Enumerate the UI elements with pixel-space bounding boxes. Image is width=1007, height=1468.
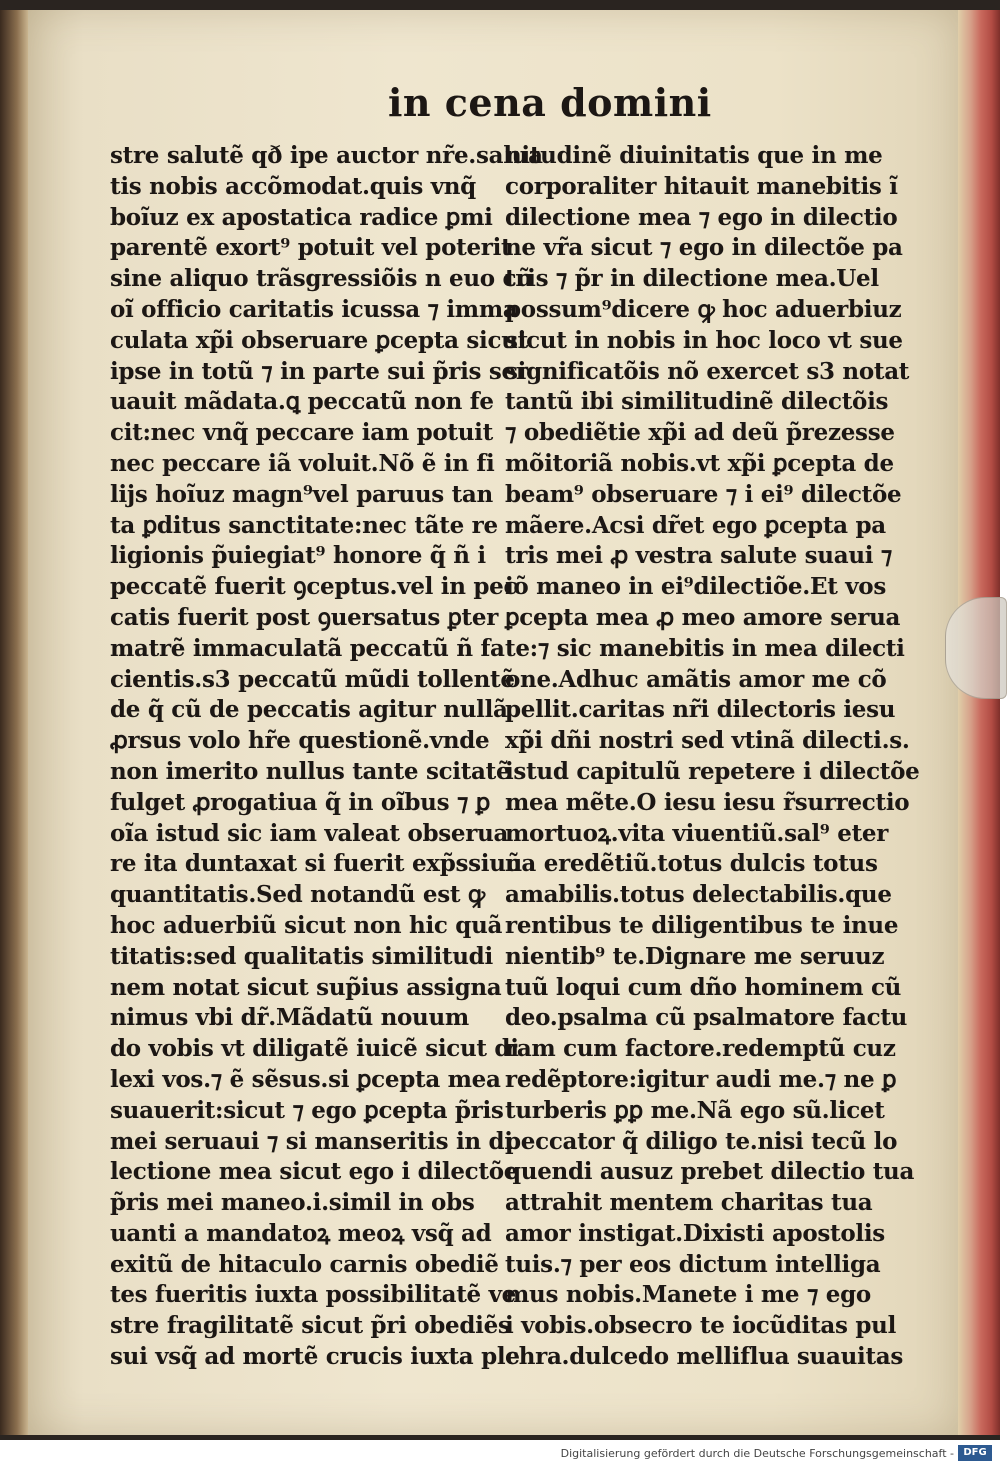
text-line: mõitoriã nobis.vt xp̃i ꝑcepta de [505,449,894,477]
text-line: deo.psalma cũ psalmatore factu [505,1004,908,1032]
text-line: tris ⁊ p̃r in dilectione mea.Uel [505,265,879,293]
text-line: cit:nec vnq̃ peccare iam potuit [110,419,493,447]
text-line: stre fragilitatẽ sicut p̃ri obediẽs [110,1312,511,1340]
text-line: matrẽ immaculatã peccatũ ñ fa [110,634,505,662]
text-line: attrahit mentem charitas tua [505,1189,873,1217]
text-line: nimus vbi dr̃.Mãdatũ nouum [110,1004,469,1032]
text-line: cientis.s3 peccatũ mũdi tollentẽ [110,665,515,693]
text-line: uanti a mandatoꝝ meoꝝ vsq̃ ad [110,1219,492,1247]
text-line: tantũ ibi similitudinẽ dilectõis [505,388,889,416]
text-line: tuis.⁊ per eos dictum intelliga [505,1250,881,1278]
text-line: suauerit:sicut ⁊ ego ꝑcepta p̃ris [110,1096,504,1124]
text-line: nec peccare iã voluit.Nõ ẽ in fi [110,449,495,477]
text-line: te:⁊ sic manebitis in mea dilecti [505,634,905,662]
text-line: chra.dulcedo melliflua suauitas [505,1343,904,1371]
text-line: fulget ꝓrogatiua q̃ in oĩbus ⁊ ꝑ [110,788,491,816]
footer-bar [0,1440,1000,1468]
text-line: tuũ loqui cum dño hominem cũ [505,973,902,1001]
text-line: lijs hoĩuz magn⁹vel paruus tan [110,480,493,508]
funding-credit: Digitalisierung gefördert durch die Deutsche Forschungsgemeinschaft - [560,1447,954,1460]
text-line: ipse in totũ ⁊ in parte sui p̃ris ser [110,357,528,385]
text-line: culata xp̃i obseruare ꝑcepta sicut [110,326,528,354]
text-line: i vobis.obsecro te iocũditas pul [505,1312,897,1340]
text-line: quantitatis.Sed notandũ est ꝙ [110,881,485,909]
text-line: ꝓrsus volo hr̃e questionẽ.vnde [110,727,490,755]
text-line: stre salutẽ qð ipe auctor nr̃e.salua [110,142,543,169]
text-line: nem notat sicut sup̃ius assigna [110,973,502,1001]
text-line: ꝑcepta mea ꝓ meo amore serua [505,603,901,631]
text-line: lexi vos.⁊ ẽ sẽsus.si ꝑcepta mea [110,1065,501,1093]
text-line: catis fuerit post ꝯuersatus ꝑter [110,603,499,631]
right-text-column [505,141,920,1373]
text-line: oĩ officio caritatis icussa ⁊ imma [110,295,518,323]
text-line: p̃ris mei maneo.i.simil in obs [110,1189,475,1217]
text-line: exitũ de hitaculo carnis obediẽ [110,1250,499,1278]
text-line: tes fueritis iuxta possibilitatẽ ve [110,1281,516,1309]
page-clip [945,597,1007,699]
text-line: xp̃i dñi nostri sed vtinã dilecti.s. [505,727,910,755]
text-line: nientib⁹ te.Dignare me seruuz [505,942,885,970]
text-line: lectione mea sicut ego i dilectõe [110,1158,519,1186]
text-line: de q̃ cũ de peccatis agitur nullã [110,696,508,724]
text-line: oĩa istud sic iam valeat obserua [110,819,509,847]
text-line: sicut in nobis in hoc loco vt sue [505,326,903,354]
text-line: mei seruaui ⁊ si manseritis in di [110,1127,513,1155]
binding-gutter [0,10,28,1435]
text-line: mãere.Acsi dr̃et ego ꝑcepta pa [505,511,886,539]
text-line: non imerito nullus tante scitatẽ [110,757,511,785]
text-line: ligionis p̃uiegiat⁹ honore q̃ ñ i [110,542,486,570]
text-line: uauit mãdata.ꝗ peccatũ non fe [110,388,494,416]
dfg-logo[interactable]: DFG [958,1445,992,1461]
text-line: peccator q̃ diligo te.nisi tecũ lo [505,1127,898,1155]
text-line: significatõis nõ exercet s3 notat [505,357,910,385]
text-line: istud capitulũ repetere i dilectõe [505,757,920,785]
running-head: in cena domini [388,80,712,125]
text-line: ne vr̃a sicut ⁊ ego in dilectõe pa [505,234,903,262]
text-line: sui vsq̃ ad mortẽ crucis iuxta ple [110,1343,520,1371]
text-line: mea mẽte.O iesu iesu r̃surrectio [505,788,910,816]
text-line: parentẽ exort⁹ potuit vel poterit [110,234,512,262]
text-line: hoc aduerbiũ sicut non hic quã [110,911,503,939]
text-line: amabilis.totus delectabilis.que [505,881,892,909]
text-line: tris mei ꝓ vestra salute suaui ⁊ [505,542,893,570]
text-line: do vobis vt diligatẽ iuicẽ sicut di [110,1035,519,1063]
text-line: rentibus te diligentibus te inue [505,911,899,939]
page-edges [958,10,1000,1435]
text-line: re ita duntaxat si fuerit exp̃ssiuũ [110,850,523,878]
text-line: nitudinẽ diuinitatis que in me [505,142,883,169]
text-line: peccatẽ fuerit ꝯceptus.vel in pec [110,573,518,601]
left-text-column [110,141,543,1373]
text-line: turberis ꝑꝑ me.Nã ego sũ.licet [505,1096,885,1124]
text-line: ram cum factore.redemptũ cuz [505,1035,896,1063]
text-line: dilectione mea ⁊ ego in dilectio [505,203,898,231]
text-line: boĩuz ex apostatica radice ꝑmi [110,203,493,231]
text-line: corporaliter hitauit manebitis ĩ [505,172,898,200]
text-line: mus nobis.Manete i me ⁊ ego [505,1281,871,1309]
text-line: ta ꝑditus sanctitate:nec tãte re [110,511,498,539]
text-line: amor instigat.Dixisti apostolis [505,1219,885,1247]
text-line: possum⁹dicere ꝙ hoc aduerbiuz [505,295,902,323]
text-line: tis nobis accõmodat.quis vnq̃ [110,172,476,200]
text-line: redẽptore:igitur audi me.⁊ ne ꝑ [505,1065,897,1093]
text-line: ⁊ obediẽtie xp̃i ad deũ p̃rezesse [505,419,895,447]
text-line: mortuoꝝ.vita viuentiũ.sal⁹ eter [505,819,889,847]
text-line: sine aliquo trãsgressiõis n euo cũ [110,265,533,293]
text-line: titatis:sed qualitatis similitudi [110,942,493,970]
text-line: iõ maneo in ei⁹dilectiõe.Et vos [505,573,886,601]
text-line: quendi ausuz prebet dilectio tua [505,1158,915,1186]
text-line: na eredẽtiũ.totus dulcis totus [505,850,878,878]
text-line: one.Adhuc amãtis amor me cõ [505,665,887,693]
text-line: beam⁹ obseruare ⁊ i ei⁹ dilectõe [505,480,902,508]
text-line: pellit.caritas nr̃i dilectoris iesu [505,696,896,724]
